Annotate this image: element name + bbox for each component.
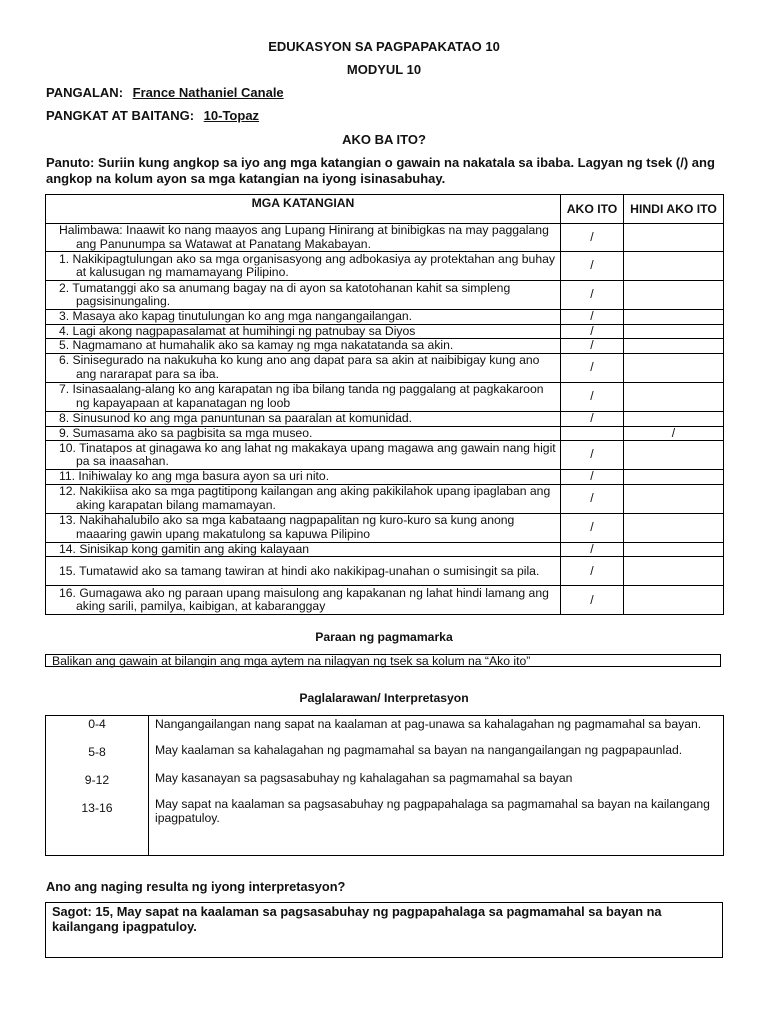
table-row — [46, 353, 724, 382]
hindi-ako-ito-check[interactable] — [624, 484, 724, 513]
range-5-8: 5-8 — [88, 745, 106, 759]
description-column — [149, 716, 724, 856]
section-label: PANGKAT AT BAITANG: — [46, 108, 195, 123]
header-hindi-ako-ito: HINDI AKO ITO — [624, 195, 724, 224]
hindi-ako-ito-check[interactable] — [624, 281, 724, 310]
row-text: 6. Sinisegurado na nakukuha ko kung ano ang dapat para sa akin at naibibigay kung ano ang nararapat para sa iba. — [46, 353, 561, 382]
table-row — [46, 441, 724, 470]
table-header-row — [46, 195, 724, 224]
interpretation-desc: May sapat na kaalaman sa pagsasabuhay ng pagpapahalaga sa pagmamahal sa bayan na kailangang ipagpatuloy. — [155, 797, 710, 825]
hindi-ako-ito-check[interactable] — [624, 470, 724, 485]
interpretation-desc: Nangangailangan nang sapat na kaalaman at pag-unawa sa kahalagahan ng pagmamahal sa bayan. — [155, 717, 702, 731]
section-value: 10-Topaz — [203, 108, 260, 123]
table-row — [46, 586, 724, 615]
answer-field[interactable]: Sagot: 15, May sapat na kaalaman sa pagsasabuhay ng pagpapahalaga sa pagmamahal sa bayan na kailangang ipagpatuloy. — [45, 902, 723, 958]
ako-ito-check[interactable]: / — [561, 411, 624, 426]
ako-ito-check[interactable]: / — [561, 324, 624, 339]
row-text: 9. Sumasama ako sa pagbisita sa mga museo. — [46, 426, 561, 441]
row-text: 7. Isinasaalang-alang ko ang karapatan ng iba bilang tanda ng paggalang at pagkakaroon ng kapayapaan at kapanatagan ng loob — [46, 382, 561, 411]
ako-ito-check[interactable]: / — [561, 441, 624, 470]
name-row — [46, 85, 284, 100]
row-text: Halimbawa: Inaawit ko nang maayos ang Lupang Hinirang at binibigkas na may paggalang ang Panunumpa sa Watawat at Panatang Makabayan. — [46, 224, 561, 252]
table-row — [46, 542, 724, 557]
hindi-ako-ito-check[interactable] — [624, 513, 724, 542]
scoring-title: Paraan ng pagmamarka — [315, 630, 453, 644]
ako-ito-check[interactable]: / — [561, 557, 624, 586]
header-katangian: MGA KATANGIAN — [46, 195, 561, 224]
hindi-ako-ito-check[interactable] — [624, 441, 724, 470]
row-text: 10. Tinatapos at ginagawa ko ang lahat ng makakaya upang magawa ang gawain nang higit pa sa inaasahan. — [46, 441, 561, 470]
hindi-ako-ito-check[interactable] — [624, 324, 724, 339]
table-row — [46, 484, 724, 513]
row-text: 13. Nakihahalubilo ako sa mga kabataang nagpapalitan ng kuro-kuro sa kung anong maaaring gawin upang makatulong sa kapuwa Pilipino — [46, 513, 561, 542]
scoring-text: Balikan ang gawain at bilangin ang mga aytem na nilagyan ng tsek sa kolum na “Ako ito” — [45, 654, 721, 667]
range-column — [46, 716, 149, 856]
ako-ito-check[interactable]: / — [561, 339, 624, 354]
row-text: 12. Nakikiisa ako sa mga pagtitipong kailangan ang aking pakikilahok upang ipaglaban ang aking karapatan bilang mamamayan. — [46, 484, 561, 513]
interpretation-desc: May kasanayan sa pagsasabuhay ng kahalagahan sa pagmamahal sa bayan — [155, 771, 573, 785]
table-row — [46, 426, 724, 441]
table-row — [46, 557, 724, 586]
document-title: EDUKASYON SA PAGPAPAKATAO 10 — [268, 39, 500, 54]
header-ako-ito: AKO ITO — [561, 195, 624, 224]
module-title: MODYUL 10 — [346, 62, 422, 77]
hindi-ako-ito-check[interactable] — [624, 586, 724, 615]
range-0-4: 0-4 — [88, 717, 106, 731]
table-row — [46, 470, 724, 485]
ako-ito-check[interactable]: / — [561, 281, 624, 310]
ako-ito-check[interactable]: / — [561, 542, 624, 557]
instructions: Panuto: Suriin kung angkop sa iyo ang mga katangian o gawain na nakatala sa ibaba. Lagyan ng tsek (/) ang angkop na kolum ayon sa mga katangian na iyong isinasabuhay. — [46, 155, 715, 186]
hindi-ako-ito-check[interactable] — [624, 557, 724, 586]
hindi-ako-ito-check[interactable] — [624, 411, 724, 426]
ako-ito-check[interactable]: / — [561, 252, 624, 281]
ako-ito-check[interactable] — [561, 426, 624, 441]
ako-ito-check[interactable]: / — [561, 470, 624, 485]
row-text: 1. Nakikipagtulungan ako sa mga organisasyong ang adbokasiya ay protektahan ang buhay at kalusugan ng mamamayang Pilipino. — [46, 252, 561, 281]
name-label: PANGALAN: — [46, 85, 124, 100]
hindi-ako-ito-check[interactable]: / — [624, 426, 724, 441]
section-row — [46, 108, 259, 123]
checklist-table — [45, 194, 724, 615]
result-question: Ano ang naging resulta ng iyong interpretasyon? — [46, 879, 346, 894]
row-text: 11. Inihiwalay ko ang mga basura ayon sa uri nito. — [46, 470, 561, 485]
interpretation-table — [45, 715, 724, 856]
row-text: 5. Nagmamano at humahalik ako sa kamay ng mga nakatatanda sa akin. — [46, 339, 561, 354]
ako-ito-check[interactable]: / — [561, 224, 624, 252]
table-row — [46, 310, 724, 325]
table-row — [46, 382, 724, 411]
table-row — [46, 513, 724, 542]
ako-ito-check[interactable]: / — [561, 310, 624, 325]
ako-ito-check[interactable]: / — [561, 513, 624, 542]
range-9-12: 9-12 — [84, 773, 110, 787]
ako-ito-check[interactable]: / — [561, 382, 624, 411]
hindi-ako-ito-check[interactable] — [624, 542, 724, 557]
table-row — [46, 324, 724, 339]
ako-ito-check[interactable]: / — [561, 586, 624, 615]
ako-ito-check[interactable]: / — [561, 353, 624, 382]
name-value: France Nathaniel Canale — [132, 85, 284, 100]
table-row — [46, 411, 724, 426]
row-text: 14. Sinisikap kong gamitin ang aking kalayaan — [46, 542, 561, 557]
hindi-ako-ito-check[interactable] — [624, 339, 724, 354]
row-text: 3. Masaya ako kapag tinutulungan ko ang mga nangangailangan. — [46, 310, 561, 325]
row-text: 4. Lagi akong nagpapasalamat at humihingi ng patnubay sa Diyos — [46, 324, 561, 339]
activity-title: AKO BA ITO? — [342, 132, 426, 147]
row-text: 2. Tumatanggi ako sa anumang bagay na di ayon sa katotohanan kahit sa simpleng pagsisinungaling. — [46, 281, 561, 310]
hindi-ako-ito-check[interactable] — [624, 252, 724, 281]
range-13-16: 13-16 — [81, 801, 113, 815]
table-row — [46, 224, 724, 252]
hindi-ako-ito-check[interactable] — [624, 224, 724, 252]
row-text: 15. Tumatawid ako sa tamang tawiran at hindi ako nakikipag-unahan o sumisingit sa pila. — [46, 557, 561, 586]
ako-ito-check[interactable]: / — [561, 484, 624, 513]
table-row — [46, 281, 724, 310]
interpretation-title: Paglalarawan/ Interpretasyon — [299, 691, 469, 705]
hindi-ako-ito-check[interactable] — [624, 310, 724, 325]
interpretation-desc: May kaalaman sa kahalagahan ng pagmamahal sa bayan na nangangailangan ng pagpapaunlad. — [155, 743, 683, 757]
row-text: 8. Sinusunod ko ang mga panuntunan sa paaralan at komunidad. — [46, 411, 561, 426]
table-row — [46, 339, 724, 354]
row-text: 16. Gumagawa ako ng paraan upang maisulong ang kapakanan ng lahat hindi lamang ang aking sarili, pamilya, kaibigan, at kabaranggay — [46, 586, 561, 615]
table-row — [46, 252, 724, 281]
hindi-ako-ito-check[interactable] — [624, 353, 724, 382]
hindi-ako-ito-check[interactable] — [624, 382, 724, 411]
